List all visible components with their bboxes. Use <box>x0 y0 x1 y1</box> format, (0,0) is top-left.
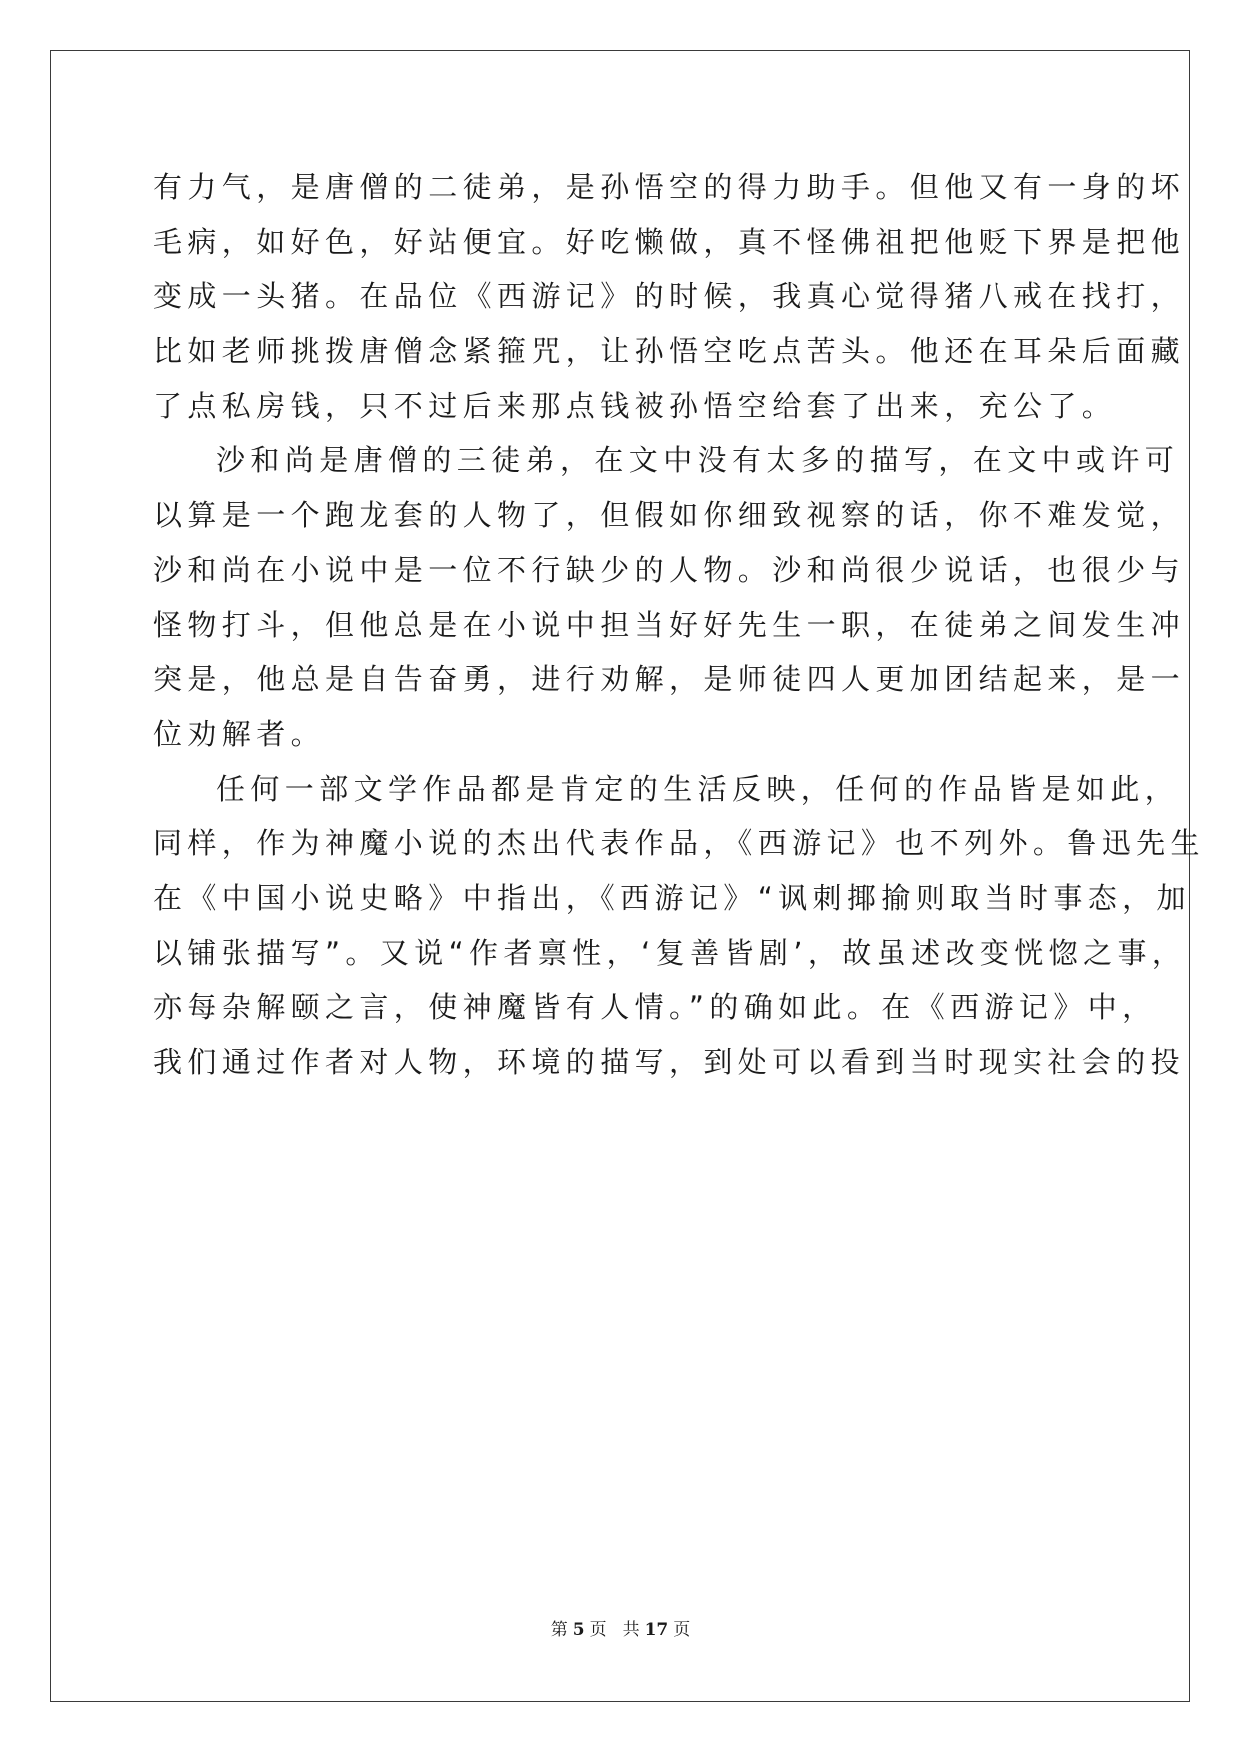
text-line: 位劝解者。 <box>153 716 326 751</box>
paragraph-start-line: 任何一部文学作品都是肯定的生活反映，任何的作品皆是如此， <box>216 771 1180 806</box>
text-line: 突是，他总是自告奋勇，进行劝解，是师徒四人更加团结起来，是一 <box>153 662 1186 697</box>
text-line: 了点私房钱，只不过后来那点钱被孙悟空给套了出来，充公了。 <box>153 388 1117 423</box>
text-line: 我们通过作者对人物，环境的描写，到处可以看到当时现实社会的投 <box>153 1045 1186 1079</box>
page-number-suffix: 页 <box>589 1620 607 1640</box>
text-line: 毛病，如好色，好站便宜。好吃懒做，真不怪佛祖把他贬下界是把他 <box>153 224 1186 259</box>
page-footer <box>0 1615 1241 1640</box>
text-line: 怪物打斗，但他总是在小说中担当好好先生一职，在徒弟之间发生冲 <box>153 607 1186 642</box>
text-line: 亦每杂解颐之言，使神魔皆有人情。”的确如此。在《西游记》中， <box>153 990 1157 1025</box>
text-line: 在《中国小说史略》中指出，《西游记》“讽刺揶揄则取当时事态，加 <box>153 880 1191 915</box>
text-line: 有力气，是唐僧的二徒弟，是孙悟空的得力助手。但他又有一身的坏 <box>153 170 1186 204</box>
current-page-number: 5 <box>572 1620 585 1640</box>
page-number-prefix: 第 <box>550 1620 568 1640</box>
total-page-count: 17 <box>644 1620 669 1640</box>
text-line: 同样，作为神魔小说的杰出代表作品，《西游记》也不列外。鲁迅先生 <box>153 826 1205 861</box>
text-line: 以算是一个跑龙套的人物了，但假如你细致视察的话，你不难发觉， <box>153 498 1186 533</box>
text-line: 沙和尚在小说中是一位不行缺少的人物。沙和尚很少说话，也很少与 <box>153 552 1186 587</box>
document-body <box>153 160 1205 1090</box>
total-pages-prefix: 共 <box>622 1620 640 1640</box>
paragraph-start-line: 沙和尚是唐僧的三徒弟，在文中没有太多的描写，在文中或许可 <box>216 443 1180 478</box>
total-pages-suffix: 页 <box>673 1620 691 1640</box>
text-line: 比如老师挑拨唐僧念紧箍咒，让孙悟空吃点苦头。他还在耳朵后面藏 <box>153 334 1186 369</box>
text-line: 以铺张描写”。又说“作者禀性，‘复善皆剧’，故虽述改变恍惚之事， <box>153 935 1187 970</box>
text-line: 变成一头猪。在品位《西游记》的时候，我真心觉得猪八戒在找打， <box>153 279 1186 314</box>
